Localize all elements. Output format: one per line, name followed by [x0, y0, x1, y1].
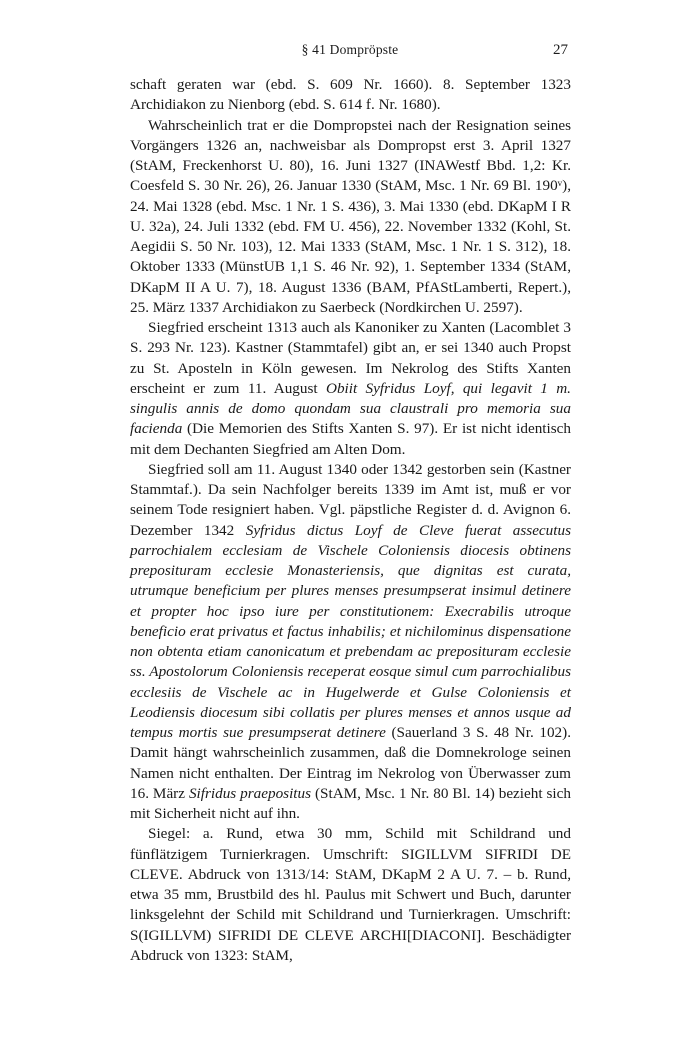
text-segment: (StAM, Msc. 1 Nr. 80 Bl. 14) bezieht sich mit Sicherheit nicht auf ihn. [130, 784, 571, 822]
running-title: § 41 Dompröpste [301, 42, 399, 57]
text-segment: Siegfried soll am 11. August 1340 oder 1342 gestorben sein (Kastner Stammtaf.). Da sein Nachfolger bereits 1339 im Amt ist, muß er vor seinem Tode resigniert haben. Vgl. päpstliche Register d. d. Avignon 6. Dezember 1342 [130, 460, 571, 539]
page-number: 27 [553, 42, 568, 58]
paragraph [130, 75, 571, 116]
italic-quotation: Sifridus praepositus [188, 784, 312, 802]
paragraph [130, 460, 571, 825]
paragraph [130, 824, 571, 966]
paragraph [130, 318, 571, 460]
text-segment: schaft geraten war (ebd. S. 609 Nr. 1660). 8. September 1323 Archidiakon zu Nienborg (ebd. S. 614 f. Nr. 1680). [130, 76, 571, 114]
text-segment: (Sauerland 3 S. 48 Nr. 102). Damit hängt wahrscheinlich zusammen, daß die Domnekrologe seinen Namen nicht enthalten. Der Eintrag im Nekrolog von Überwasser zum 16. März [130, 724, 571, 802]
text-segment: (Die Memorien des Stifts Xanten S. 97). Er ist nicht identisch mit dem Dechanten Siegfried am Alten Dom. [130, 420, 571, 458]
body-text [130, 75, 571, 966]
italic-quotation: Syfridus dictus Loyf de Cleve fuerat assecutus parrochialem ecclesiam de Vischele Coloniensis diocesis obtinens preposituram ecclesie Monasteriensis, que dignitas est curata, utrumque beneficium per plures menses presumpserat insimul detinere et propter hoc ipso iure per constitutionem: Execrabilis utroque beneficio erat privatus et factus inhabilis; et nichilominus dispensatione non obtenta etiam canonicatum et prebendam ac preposituram ecclesie ss. Apostolorum Coloniensis receperat eosque simul cum parrochialibus ecclesiis de Vischele ac in Hugelwerde et Gulse Coloniensis et Leodiensis diocesum sibi collatis per plures menses et annos usque ad tempus mortis sue presumpserat detinere [130, 521, 571, 741]
paragraph [130, 116, 571, 319]
text-segment: Siegel: a. Rund, etwa 30 mm, Schild mit Schildrand und fünflätzigem Turnierkragen. Umschrift: SIGILLVM SIFRIDI DE CLEVE. Abdruck von 1313/14: StAM, DKapM 2 A U. 7. – b. Rund, etwa 35 mm, Brustbild des hl. Paulus mit Schwert und Buch, darunter linksgelehnt der Schild mit Schildrand und Turnierkragen. Umschrift: S(IGILLVM) SIFRIDI DE CLEVE ARCHI[DIACONI]. Beschädigter Abdruck von 1323: StAM, [130, 825, 571, 964]
text-segment: Siegfried erscheint 1313 auch als Kanoniker zu Xanten (Lacomblet 3 S. 293 Nr. 123). Kastner (Stammtafel) gibt an, er sei 1340 auch Propst zu St. Aposteln in Köln gewesen. Im Nekrolog des Stifts Xanten erscheint er zum 11. August [130, 319, 571, 397]
running-head [0, 42, 700, 62]
text-segment: Wahrscheinlich trat er die Dompropstei nach der Resignation seines Vorgängers 1326 an, nachweisbar als Dompropst erst 3. April 1327 (StAM, Freckenhorst U. 80), 16. Juni 1327 (INAWestf Bbd. 1,2: Kr. Coesfeld S. 30 Nr. 26), 26. Januar 1330 (StAM, Msc. 1 Nr. 69 Bl. 190ᵛ), 24. Mai 1328 (ebd. Msc. 1 Nr. 1 S. 436), 3. Mai 1330 (ebd. DKapM I R U. 32a), 24. Juli 1332 (ebd. FM U. 456), 22. November 1332 (Kohl, St. Aegidii S. 50 Nr. 103), 12. Mai 1333 (StAM, Msc. 1 Nr. 1 S. 312), 18. Oktober 1333 (MünstUB 1,1 S. 46 Nr. 92), 1. September 1334 (StAM, DKapM II A U. 7), 18. August 1336 (BAM, PfAStLamberti, Repert.), 25. März 1337 Archidiakon zu Saerbeck (Nordkirchen U. 2597). [130, 116, 571, 316]
italic-quotation: Obiit Syfridus Loyf, qui legavit 1 m. singulis annis de domo quondam sua claustrali pro memoria sua facienda [130, 379, 571, 438]
